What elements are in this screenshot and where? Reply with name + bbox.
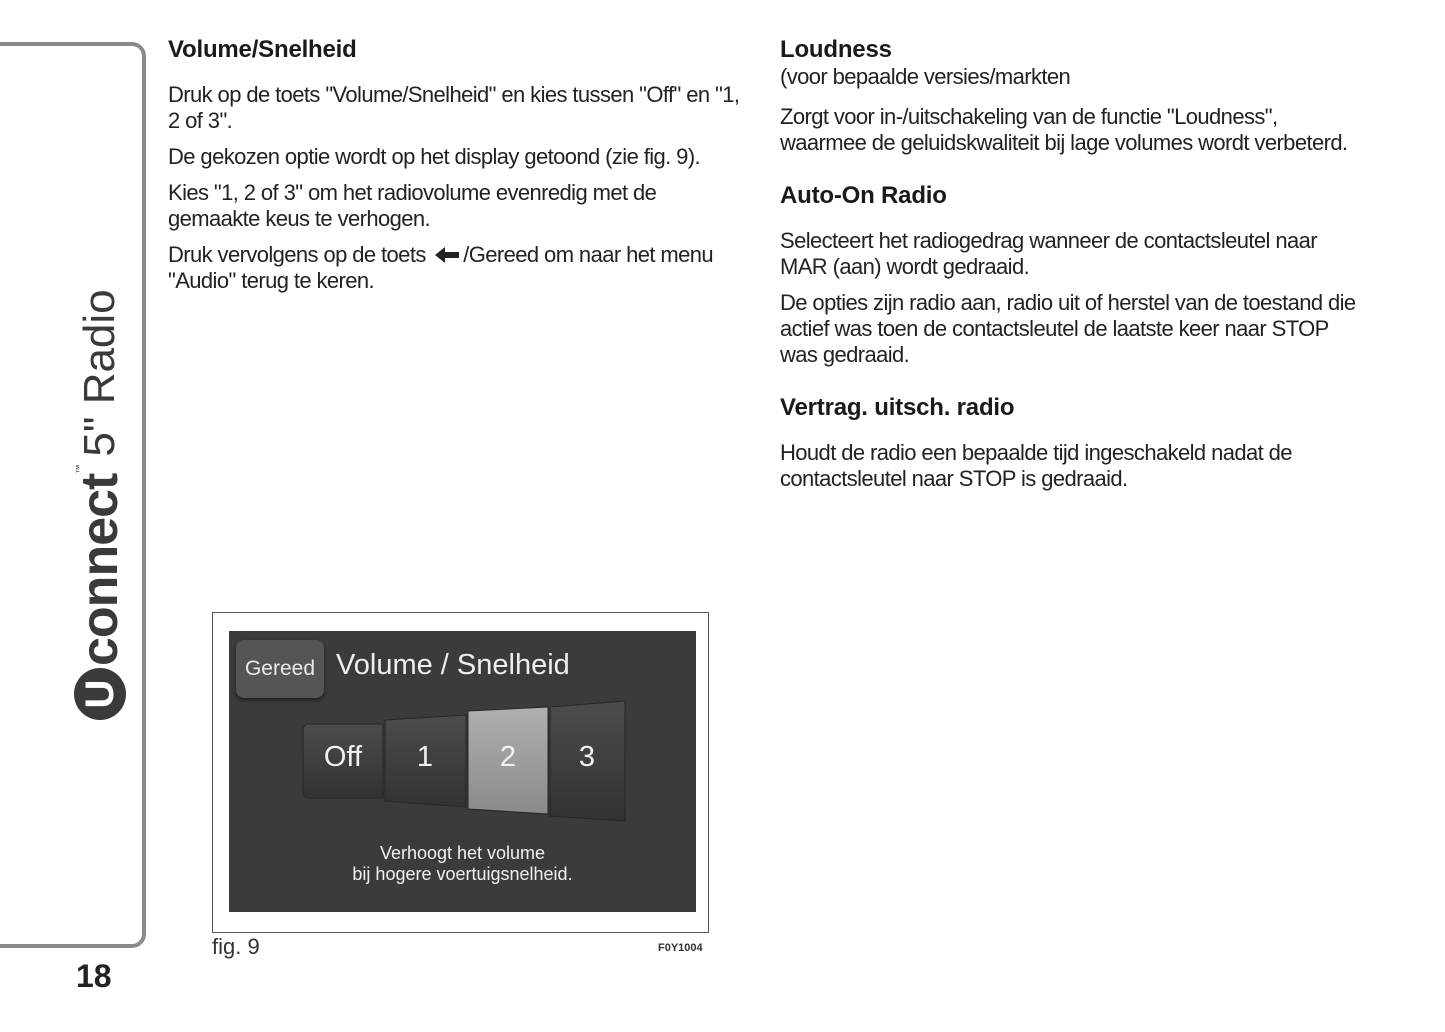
section-delayed-off (780, 394, 1360, 492)
section-loudness (780, 36, 1360, 156)
description-line: Verhoogt het volume (379, 843, 546, 863)
paragraph: Zorgt voor in-/uitschakeling van de functie "Loudness", waarmee de geluidskwaliteit bij lage volumes wordt verbeterd. (780, 104, 1348, 155)
back-arrow-icon (434, 246, 460, 264)
chapter-title: 5" Radio (75, 289, 124, 457)
figure-frame (212, 612, 709, 933)
page-number: 18 (76, 958, 112, 994)
trademark-mark: ™ (74, 464, 84, 474)
screen-title: Volume / Snelheid (336, 649, 570, 681)
brand-word: connect (71, 473, 129, 666)
done-button[interactable]: Gereed (236, 640, 324, 698)
option-label-off: Off (323, 741, 363, 773)
paragraph: Houdt de radio een bepaalde tijd ingeschakeld nadat de contactsleutel naar STOP is gedraaid. (780, 440, 1292, 491)
paragraph-return-instructions (168, 242, 743, 294)
option-label-1: 1 (416, 741, 434, 773)
paragraph: Kies "1, 2 of 3" om het radiovolume evenredig met de gemaakte keus te verhogen. (168, 180, 657, 231)
paragraph: Druk op de toets "Volume/Snelheid" en kies tussen "Off" en "1, 2 of 3". (168, 82, 740, 133)
figure-code: F0Y1004 (658, 942, 703, 954)
figure-caption: fig. 9 (212, 934, 260, 959)
section-heading-delayed-off: Vertrag. uitsch. radio (780, 394, 1015, 421)
left-column (168, 36, 743, 304)
section-heading-volume-speed: Volume/Snelheid (168, 36, 357, 63)
paragraph: De gekozen optie wordt op het display getoond (zie fig. 9). (168, 144, 701, 169)
paragraph-text: /Gereed om naar het menu "Audio" terug te keren. (168, 242, 714, 293)
paragraph-text: Druk vervolgens op de toets (168, 242, 426, 267)
paragraph: De opties zijn radio aan, radio uit of herstel van de toestand die actief was toen de contactsleutel de laatste keer naar STOP was gedraaid. (780, 290, 1356, 367)
section-heading-auto-on: Auto-On Radio (780, 182, 947, 209)
right-column (780, 36, 1360, 518)
description-line: bij hogere voertuigsnelheid. (352, 864, 573, 884)
uconnect-logo (68, 260, 132, 720)
section-auto-on-radio (780, 182, 1360, 368)
paragraph: Selecteert het radiogedrag wanneer de contactsleutel naar MAR (aan) wordt gedraaid. (780, 228, 1317, 279)
section-subheading: (voor bepaalde versies/markten (780, 64, 1071, 89)
section-heading-loudness: Loudness (780, 36, 892, 63)
brand-letter: U (74, 668, 126, 720)
option-description (229, 843, 696, 885)
radio-screen (229, 631, 696, 912)
option-label-2: 2 (499, 741, 517, 773)
option-label-3: 3 (578, 741, 596, 773)
